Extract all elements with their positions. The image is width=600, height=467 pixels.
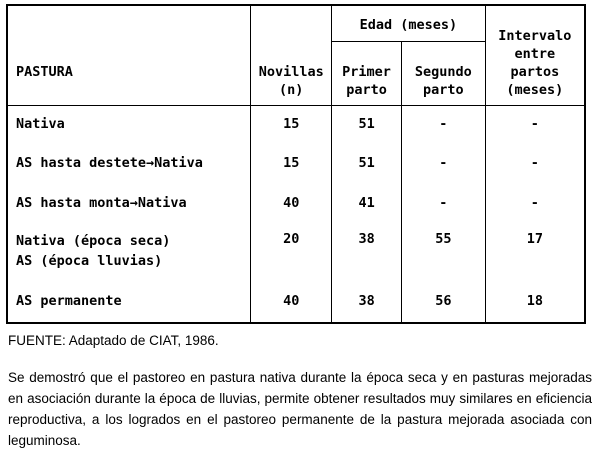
header-novillas — [251, 5, 332, 105]
cell-primer-parto: 51 — [332, 105, 402, 143]
header-intervalo-line3: partos — [510, 63, 560, 80]
header-edad: Edad (meses) — [332, 5, 486, 41]
cell-primer-parto: 38 — [332, 279, 402, 323]
cell-intervalo: 18 — [485, 279, 585, 323]
header-pastura: PASTURA — [7, 5, 251, 105]
header-intervalo-line2: entre — [514, 45, 556, 62]
table-row — [7, 279, 585, 323]
cell-segundo-parto: - — [401, 143, 485, 183]
cell-primer-parto: 41 — [332, 183, 402, 223]
cell-segundo-parto: 56 — [401, 279, 485, 323]
header-segundo-line1: Segundo — [414, 63, 472, 80]
cell-segundo-parto: - — [401, 105, 485, 143]
cell-pastura: AS permanente — [16, 292, 122, 309]
header-novillas-line2: (n) — [279, 81, 304, 98]
source-note: FUENTE: Adaptado de CIAT, 1986. — [8, 333, 219, 348]
header-primer-line2: parto — [346, 81, 387, 98]
cell-pastura-line2: AS (época lluvias) — [16, 253, 163, 269]
header-primer-parto — [332, 41, 402, 105]
cell-pastura — [7, 223, 251, 279]
cell-intervalo: - — [485, 143, 585, 183]
cell-intervalo: - — [485, 183, 585, 223]
header-intervalo — [485, 5, 585, 105]
table-container — [6, 4, 586, 322]
cell-novillas: 15 — [251, 143, 332, 183]
cell-intervalo: 17 — [485, 223, 585, 279]
header-primer-line1: Primer — [342, 63, 391, 80]
cell-primer-parto: 38 — [332, 223, 402, 279]
data-table — [6, 4, 586, 324]
header-novillas-line1: Novillas — [258, 63, 324, 80]
cell-segundo-parto: - — [401, 183, 485, 223]
cell-pastura: AS hasta destete→Nativa — [16, 155, 203, 171]
body-paragraph: Se demostró que el pastoreo en pastura nativa durante la época seca y en pasturas mejoradas en asociación durante la época de lluvias, permite obtener resultados muy similares en eficiencia reproductiva, a los logrados en el pastoreo permanente de la pastura mejorada asociada con leguminosa. — [8, 370, 592, 448]
cell-novillas: 15 — [251, 105, 332, 143]
cell-segundo-parto: 55 — [401, 223, 485, 279]
cell-primer-parto: 51 — [332, 143, 402, 183]
cell-novillas: 40 — [251, 183, 332, 223]
header-intervalo-line1: Intervalo — [498, 27, 572, 44]
cell-intervalo: - — [485, 105, 585, 143]
table-row — [7, 105, 585, 143]
cell-pastura-line1: Nativa (época seca) — [16, 233, 171, 249]
header-intervalo-line4: (meses) — [506, 81, 564, 98]
header-segundo-parto — [401, 41, 485, 105]
table-row — [7, 143, 585, 183]
table-row — [7, 183, 585, 223]
table-row — [7, 223, 585, 279]
cell-pastura: AS hasta monta→Nativa — [16, 195, 187, 211]
cell-novillas: 20 — [251, 223, 332, 279]
header-segundo-line2: parto — [423, 81, 464, 98]
cell-novillas: 40 — [251, 279, 332, 323]
cell-pastura: Nativa — [16, 116, 65, 133]
